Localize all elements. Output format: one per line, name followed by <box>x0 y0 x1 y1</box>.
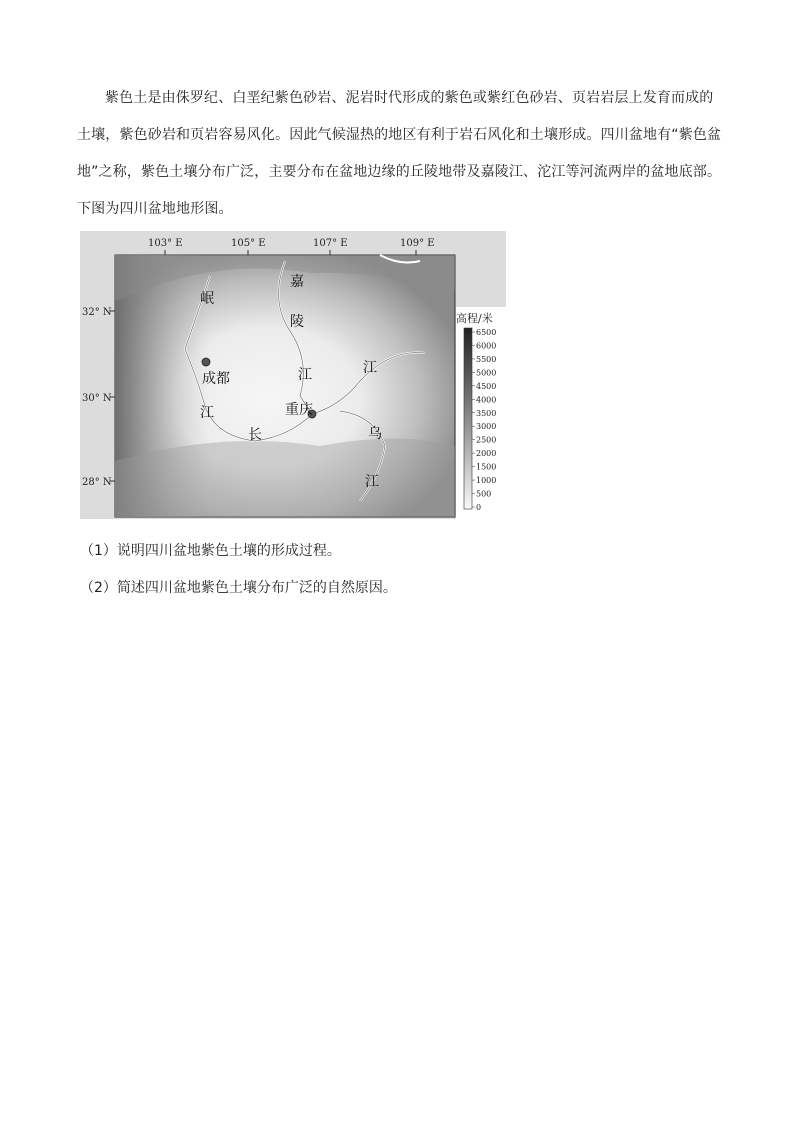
label-jia: 嘉 <box>290 274 304 290</box>
chengdu-marker <box>202 358 210 366</box>
legend-value: 0 <box>476 503 482 512</box>
question-2: （2）简述四川盆地紫色土壤分布广泛的自然原因。 <box>80 580 397 596</box>
lon-label-109: 109° E <box>400 238 435 249</box>
label-jiang-jialing: 江 <box>298 367 312 383</box>
intro-paragraph: 紫色土是由侏罗纪、白垩纪紫色砂岩、泥岩时代形成的紫色或紫红色砂岩、页岩岩层上发育而成的土壤，紫色砂岩和页岩容易风化。因此气候湿热的地区有利于岩石风化和土壤形成。四川盆地有“紫色盆地”之称，紫色土壤分布广泛，主要分布在盆地边缘的丘陵地带及嘉陵江、沱江等河流两岸的盆地底部。下图为四川盆地地形图。 <box>77 90 722 217</box>
label-jiang-left: 江 <box>200 405 214 421</box>
lat-label-28: 28° N <box>82 477 112 488</box>
legend-value: 500 <box>476 489 492 499</box>
legend-value: 3000 <box>476 422 497 432</box>
lat-label-30: 30° N <box>82 393 112 404</box>
legend-value: 2000 <box>476 449 497 459</box>
label-chongqing: 重庆 <box>285 402 313 418</box>
label-jiang-changjiang: 江 <box>363 360 377 376</box>
label-chengdu: 成都 <box>202 371 230 387</box>
legend-value: 4500 <box>476 381 497 391</box>
legend-colorbar <box>464 328 472 509</box>
legend-value: 5000 <box>476 368 497 378</box>
lon-label-103: 103° E <box>148 238 183 249</box>
label-min: 岷 <box>200 291 214 307</box>
legend-value: 2500 <box>476 435 497 445</box>
label-wu: 乌 <box>368 426 382 442</box>
lon-label-105: 105° E <box>231 238 266 249</box>
sichuan-basin-topographic-map <box>80 231 506 519</box>
legend-value: 5500 <box>476 354 497 364</box>
question-1: （1）说明四川盆地紫色土壤的形成过程。 <box>80 543 341 559</box>
legend-value: 4000 <box>476 395 497 405</box>
legend-value: 3500 <box>476 408 497 418</box>
label-chang: 长 <box>248 427 262 443</box>
legend-value: 6500 <box>476 328 497 337</box>
lon-label-107: 107° E <box>313 238 348 249</box>
southern-mountains-shading <box>115 439 455 518</box>
legend-value: 6000 <box>476 341 497 351</box>
legend-title: 高程/米 <box>456 312 493 325</box>
legend-value: 1000 <box>476 476 497 486</box>
label-ling: 陵 <box>290 314 304 330</box>
map-svg <box>80 231 506 519</box>
label-jiang-wu: 江 <box>365 474 379 490</box>
legend-value: 1500 <box>476 462 497 472</box>
lat-label-32: 32° N <box>82 307 112 318</box>
